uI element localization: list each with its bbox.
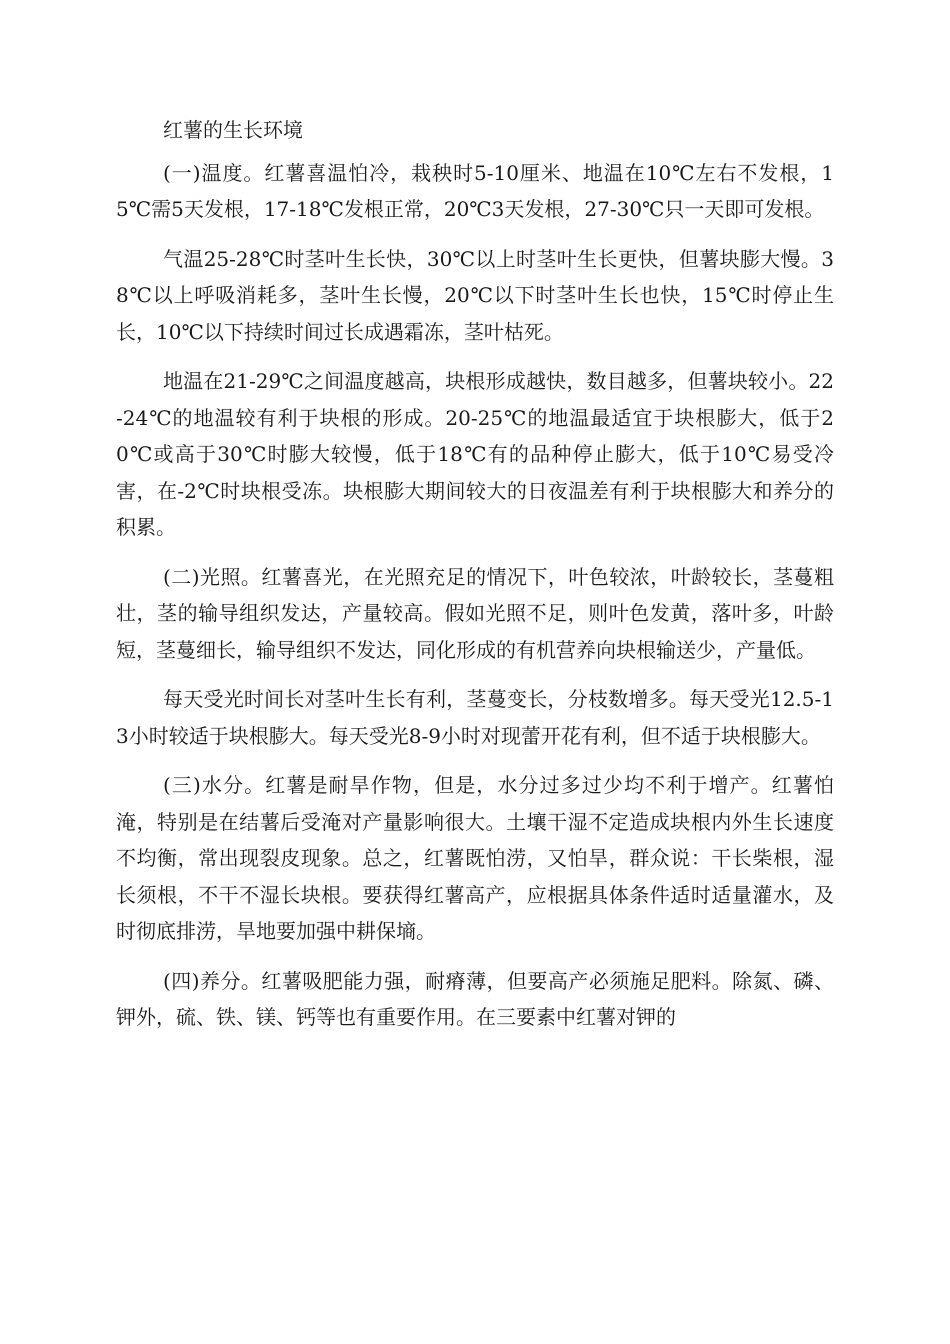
paragraph-light: (二)光照。红薯喜光，在光照充足的情况下，叶色较浓，叶龄较长，茎蔓粗壮，茎的输导组织发达，产量较高。假如光照不足，则叶色发黄，落叶多，叶龄短，茎蔓细长，输导组织不发达，同化形成的有机营养向块根输送少，产量低。 bbox=[116, 564, 834, 662]
paragraph-temperature: (一)温度。红薯喜温怕冷，栽秧时5-10厘米、地温在10℃左右不发根，15℃需5天发根，17-18℃发根正常，20℃3天发根，27-30℃只一天即可发根。 bbox=[116, 160, 834, 221]
document-page bbox=[116, 112, 834, 1049]
paragraph-water: (三)水分。红薯是耐旱作物，但是，水分过多过少均不利于增产。红薯怕淹，特别是在结薯后受淹对产量影响很大。土壤干湿不定造成块根内外生长速度不均衡，常出现裂皮现象。总之，红薯既怕涝，又怕旱，群众说：干长柴根，湿长须根，不干不湿长块根。要获得红薯高产，应根据具体条件适时适量灌水，及时彻底排涝，旱地要加强中耕保墒。 bbox=[116, 773, 834, 943]
paragraph-nutrients: (四)养分。红薯吸肥能力强，耐瘠薄，但要高产必须施足肥料。除氮、磷、钾外，硫、铁、镁、钙等也有重要作用。在三要素中红薯对钾的 bbox=[116, 968, 834, 1029]
paragraph-light-duration: 每天受光时间长对茎叶生长有利，茎蔓变长，分枝数增多。每天受光12.5-13小时较适于块根膨大。每天受光8-9小时对现蕾开花有利，但不适于块根膨大。 bbox=[116, 687, 834, 748]
paragraph-air-temperature: 气温25-28℃时茎叶生长快，30℃以上时茎叶生长更快，但薯块膨大慢。38℃以上呼吸消耗多，茎叶生长慢，20℃以下时茎叶生长也快，15℃时停止生长，10℃以下持续时间过长成遇霜冻，茎叶枯死。 bbox=[116, 246, 834, 344]
document-title: 红薯的生长环境 bbox=[163, 118, 303, 142]
paragraph-soil-temperature: 地温在21-29℃之间温度越高，块根形成越快，数目越多，但薯块较小。22-24℃的地温较有利于块根的形成。20-25℃的地温最适宜于块根膨大，低于20℃或高于30℃时膨大较慢，低于18℃有的品种停止膨大，低于10℃易受冷害，在-2℃时块根受冻。块根膨大期间较大的日夜温差有利于块根膨大和养分的积累。 bbox=[116, 369, 834, 539]
